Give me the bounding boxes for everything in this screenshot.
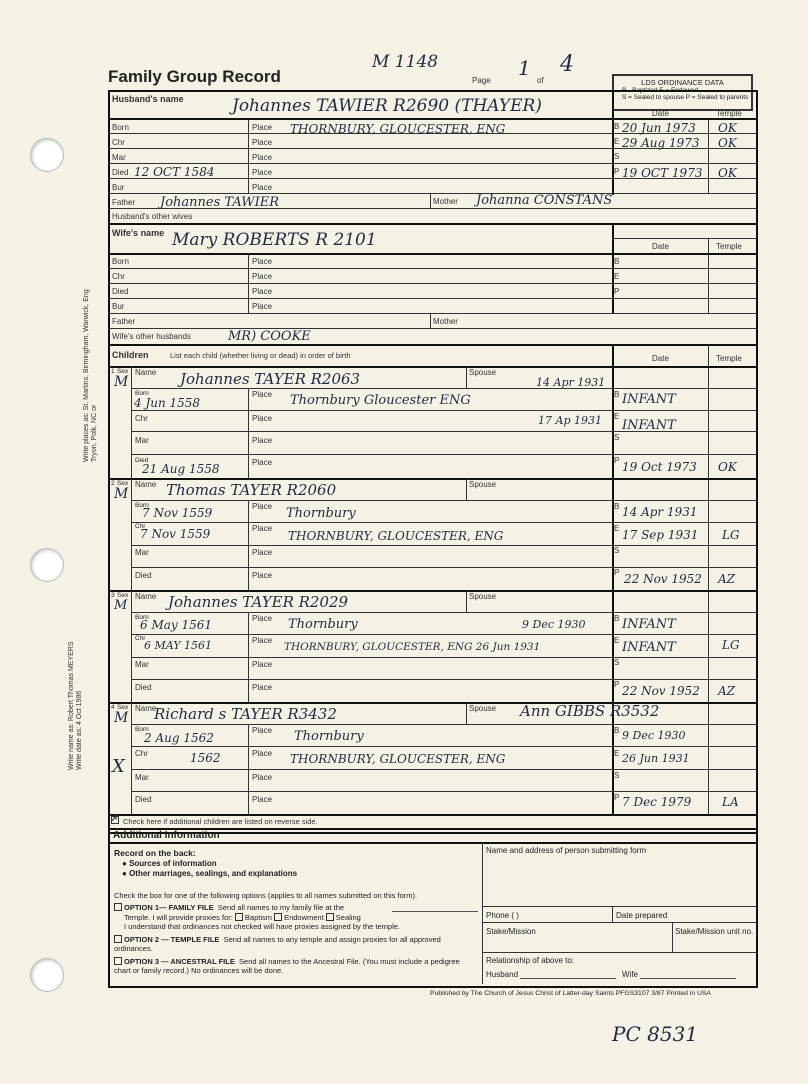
child4-died-place-label: Place: [252, 795, 273, 804]
child2-e[interactable]: 17 Sep 1931: [622, 528, 699, 542]
endowment-checkbox[interactable]: [274, 913, 282, 921]
option2[interactable]: [114, 935, 474, 953]
child2-born-place-label: Place: [252, 502, 273, 511]
submitter-label: Name and address of person submitting form: [486, 846, 647, 855]
option1-proxies: [124, 913, 361, 922]
child2-mar-label: Mar: [135, 548, 149, 557]
form-title: Family Group Record: [108, 67, 281, 86]
lds-legend-2: S = Sealed to spouse P = Sealed to parents: [622, 94, 749, 101]
option1-text: Send all names to my family file at the: [217, 903, 345, 912]
child1-e-label: E: [614, 412, 620, 421]
husband-born-place-label: Place: [252, 123, 273, 132]
wife-name[interactable]: Mary ROBERTS R 2101: [172, 230, 377, 250]
date-prepared-label: Date prepared: [616, 911, 668, 920]
husband-name[interactable]: Johannes TAWIER R2690 (THAYER): [232, 96, 542, 116]
child2-spouse-label: Spouse: [469, 480, 497, 489]
footer-publisher: Published by The Church of Jesus Christ of Latter-day Saints PFGS3107 3/87 Printed in USA: [430, 990, 711, 997]
child1-died-place-label: Place: [252, 458, 273, 467]
option2-text: Send all names to any temple and assign proxies for all approved ordinances.: [114, 935, 441, 953]
child4-died-label: Died: [135, 795, 152, 804]
wife-born-place-label: Place: [252, 257, 273, 266]
child1-p-label: P: [614, 456, 620, 465]
child4-mar-mark[interactable]: X: [112, 756, 125, 777]
wife-chr-place-label: Place: [252, 272, 273, 281]
child1-p[interactable]: 19 Oct 1973: [622, 460, 697, 474]
child1-mar-place-label: Place: [252, 436, 273, 445]
husband-b-temple[interactable]: OK: [718, 121, 737, 135]
child3-spouse-date[interactable]: 9 Dec 1930: [522, 618, 586, 631]
ref-number: M 1148: [372, 52, 439, 72]
child2-chr-place[interactable]: THORNBURY, GLOUCESTER, ENG: [288, 529, 504, 543]
relationship-label: Relationship of above to:: [486, 956, 575, 965]
husband-chr-place-label: Place: [252, 138, 273, 147]
child4-chr-place-label: Place: [252, 749, 273, 758]
child4-name-label: Name: [135, 704, 157, 713]
child4-chr-place[interactable]: THORNBURY, GLOUCESTER, ENG: [290, 752, 506, 766]
page-label: Page: [472, 76, 491, 85]
husband-bur-place-label: Place: [252, 183, 273, 192]
child3-num: 3: [111, 592, 115, 599]
husband-mar-label: Mar: [112, 153, 126, 162]
side-name-note: Write name as: Robert Thomas MEYERS: [68, 641, 75, 770]
child1-spouse-date[interactable]: 14 Apr 1931: [536, 376, 606, 389]
child4-mar-place-label: Place: [252, 773, 273, 782]
child4-p[interactable]: 7 Dec 1979: [622, 795, 692, 809]
child3-died-place-label: Place: [252, 683, 273, 692]
child3-s-label: S: [614, 658, 620, 667]
wife-born-label: Born: [112, 257, 129, 266]
child3-born-place-label: Place: [252, 614, 273, 623]
child4-p-label: P: [614, 793, 620, 802]
child1-name[interactable]: Johannes TAYER R2063: [180, 370, 361, 388]
punch-hole: [30, 958, 64, 992]
child1-born-place-label: Place: [252, 390, 273, 399]
child2-sex-label: Sex: [117, 480, 129, 487]
wife-other-husbands-label: Wife's other husbands: [112, 332, 191, 341]
child3-b[interactable]: INFANT: [622, 617, 676, 632]
stake-mission-label: Stake/Mission: [486, 927, 536, 936]
option3-checkbox[interactable]: [114, 957, 122, 965]
child4-born-place[interactable]: Thornbury: [294, 729, 364, 744]
bullet1-text: Sources of information: [129, 859, 217, 868]
bullet2-text: Other marriages, sealings, and explanations: [129, 869, 298, 878]
child1-num: 1: [111, 368, 115, 375]
child3-chr[interactable]: 6 MAY 1561: [144, 639, 213, 652]
child3-died-label: Died: [135, 683, 152, 692]
child4-e[interactable]: 26 Jun 1931: [622, 752, 690, 765]
child2-chr-label: Chr: [135, 523, 146, 530]
husband-born-label: Born: [112, 123, 129, 132]
child3-born-label: Born: [135, 614, 149, 621]
husband-father[interactable]: Johannes TAWIER: [160, 195, 279, 210]
wife-father-label: Father: [112, 317, 136, 326]
side-places-note-1: Write places as: St. Martins, Birmingham, Warwick, Eng: [83, 289, 90, 462]
child2-chr[interactable]: 7 Nov 1559: [140, 527, 211, 541]
child2-died-label: Died: [135, 571, 152, 580]
child2-b[interactable]: 14 Apr 1931: [622, 505, 698, 519]
option2-title: OPTION 2 — TEMPLE FILE: [124, 935, 220, 944]
husband-father-label: Father: [112, 198, 136, 207]
relationship-wife-label: Wife: [622, 970, 638, 979]
child1-chr-place[interactable]: 17 Ap 1931: [538, 414, 602, 427]
child2-p-temple[interactable]: AZ: [718, 572, 736, 586]
husband-bur-label: Bur: [112, 183, 125, 192]
child3-b-label: B: [614, 614, 620, 623]
child2-e-temple[interactable]: LG: [722, 528, 740, 542]
child1-died[interactable]: 21 Aug 1558: [142, 462, 220, 476]
child4-born-label: Born: [135, 726, 149, 733]
child1-b-label: B: [614, 390, 620, 399]
child1-born-place[interactable]: Thornbury Gloucester ENG: [290, 393, 471, 408]
child2-died-place-label: Place: [252, 571, 273, 580]
sealing-checkbox[interactable]: [326, 913, 334, 921]
child1-sex[interactable]: M: [114, 374, 129, 390]
child3-e-temple[interactable]: LG: [722, 638, 740, 652]
child4-chr[interactable]: 1562: [190, 751, 221, 765]
husband-e-temple[interactable]: OK: [718, 136, 737, 150]
child3-chr-label: Chr: [135, 635, 146, 642]
child3-p-label: P: [614, 680, 620, 689]
husband-s-label: S: [614, 152, 620, 161]
of-label: of: [537, 76, 544, 85]
husband-mar-place-label: Place: [252, 153, 273, 162]
child3-spouse-label: Spouse: [469, 592, 497, 601]
child4-born[interactable]: 2 Aug 1562: [144, 731, 214, 745]
stake-unit-label: Stake/Mission unit no.: [675, 927, 754, 936]
husband-name-label: Husband's name: [112, 94, 184, 104]
child2-p-label: P: [614, 568, 620, 577]
side-places-note-2: Tryon, Polk, NC or: [91, 404, 98, 462]
child4-chr-label: Chr: [135, 749, 148, 758]
child2-born[interactable]: 7 Nov 1559: [142, 506, 213, 520]
child3-born[interactable]: 6 May 1561: [140, 618, 213, 632]
wife-other-husbands[interactable]: MR) COOKE: [228, 329, 311, 344]
child4-b-label: B: [614, 726, 620, 735]
lds-title: LDS ORDINANCE DATA: [641, 78, 724, 87]
additional-title: Additional Information: [113, 830, 220, 841]
child2-chr-place-label: Place: [252, 524, 273, 533]
children-temple-header: Temple: [716, 354, 742, 363]
child4-p-temple[interactable]: LA: [722, 795, 739, 809]
child4-num: 4: [111, 704, 115, 711]
husband-died-date[interactable]: 12 OCT 1584: [134, 165, 215, 179]
child4-b[interactable]: 9 Dec 1930: [622, 729, 686, 742]
child4-sex-label: Sex: [117, 704, 129, 711]
child3-mar-place-label: Place: [252, 660, 273, 669]
child3-chr-place-label: Place: [252, 636, 273, 645]
child1-p-temple[interactable]: OK: [718, 460, 737, 474]
page-number: 1: [518, 56, 531, 80]
wife-chr-label: Chr: [112, 272, 125, 281]
wife-died-label: Died: [112, 287, 129, 296]
child4-name[interactable]: Richard s TAYER R3432: [154, 705, 337, 723]
child4-born-place-label: Place: [252, 726, 273, 735]
child3-sex-label: Sex: [117, 592, 129, 599]
lds-date-header: Date: [652, 109, 669, 118]
child3-p[interactable]: 22 Nov 1952: [622, 684, 700, 698]
husband-mother-label: Mother: [433, 197, 458, 206]
child1-s-label: S: [614, 433, 620, 442]
child1-mar-label: Mar: [135, 436, 149, 445]
record-back-bullet2: ● Other marriages, sealings, and explanations: [122, 869, 298, 878]
child2-s-label: S: [614, 546, 620, 555]
child3-born-place[interactable]: Thornbury: [288, 617, 358, 632]
option1[interactable]: [114, 903, 344, 912]
phone-label: Phone ( ): [486, 911, 519, 920]
baptism-checkbox[interactable]: [235, 913, 243, 921]
wife-b-label: B: [614, 257, 620, 266]
husband-b-date[interactable]: 20 Jun 1973: [622, 121, 696, 135]
child1-died-label: Died: [135, 457, 149, 464]
punch-hole: [30, 138, 64, 172]
option3-title: OPTION 3 — ANCESTRAL FILE: [124, 957, 235, 966]
child2-e-label: E: [614, 524, 620, 533]
husband-p-label: P: [614, 167, 620, 176]
husband-born-place[interactable]: THORNBURY, GLOUCESTER, ENG: [290, 122, 506, 136]
wife-temple-header: Temple: [716, 242, 742, 251]
option1-text2: Temple. I will provide proxies for:: [124, 913, 233, 922]
option2-checkbox[interactable]: [114, 935, 122, 943]
child3-sex[interactable]: M: [114, 598, 128, 613]
husband-p-date[interactable]: 19 OCT 1973: [622, 166, 703, 180]
child4-spouse[interactable]: Ann GIBBS R3532: [520, 702, 660, 720]
option3[interactable]: [114, 957, 478, 975]
child4-sex[interactable]: M: [114, 710, 129, 726]
child1-spouse-label: Spouse: [469, 368, 497, 377]
child2-born-place[interactable]: Thornbury: [286, 506, 356, 521]
child2-p[interactable]: 22 Nov 1952: [624, 572, 702, 586]
wife-mother-label: Mother: [433, 317, 458, 326]
child3-e[interactable]: INFANT: [622, 640, 676, 655]
more-children-checkbox[interactable]: ✗: [111, 813, 120, 824]
child3-p-temple[interactable]: AZ: [718, 684, 736, 698]
endowment-label: Endowment: [284, 913, 324, 922]
punch-hole: [30, 548, 64, 582]
wife-name-label: Wife's name: [112, 228, 165, 238]
child1-name-label: Name: [135, 368, 157, 377]
record-back-bullet1: ● Sources of information: [122, 859, 217, 868]
wife-bur-place-label: Place: [252, 302, 273, 311]
children-date-header: Date: [652, 354, 669, 363]
wife-died-place-label: Place: [252, 287, 273, 296]
child1-s[interactable]: INFANT: [622, 418, 676, 433]
child2-b-label: B: [614, 502, 620, 511]
side-date-note: Write date as: 4 Oct 1986: [76, 690, 83, 770]
children-label: Children: [112, 350, 149, 360]
child1-born[interactable]: 4 Jun 1558: [134, 396, 201, 410]
option1-title: OPTION 1— FAMILY FILE: [124, 903, 214, 912]
child4-s-label: S: [614, 771, 620, 780]
husband-p-temple[interactable]: OK: [718, 166, 737, 180]
child1-chr-place-label: Place: [252, 414, 273, 423]
record-back-label: Record on the back:: [114, 848, 196, 858]
child4-mar-label: Mar: [135, 773, 149, 782]
child1-b[interactable]: INFANT: [622, 392, 676, 407]
lds-temple-header: Temple: [716, 109, 742, 118]
husband-b-label: B: [614, 122, 620, 131]
wife-p-label: P: [614, 287, 620, 296]
child3-chr-place[interactable]: THORNBURY, GLOUCESTER, ENG 26 Jun 1931: [284, 641, 541, 653]
page-total: 4: [560, 52, 574, 77]
option1-checkbox[interactable]: [114, 903, 122, 911]
option3-text: Send all names to the Ancestral File. (You must include a pedigree chart or family record.) No ordinances will be done.: [114, 957, 460, 975]
wife-bur-label: Bur: [112, 302, 125, 311]
children-note: List each child (whether living or dead) in order of birth: [170, 351, 351, 360]
child3-mar-label: Mar: [135, 660, 149, 669]
wife-e-label: E: [614, 272, 620, 281]
child3-e-label: E: [614, 636, 620, 645]
relationship-husband-label: Husband: [486, 970, 519, 979]
sealing-label: Sealing: [335, 913, 361, 922]
child2-num: 2: [111, 480, 115, 487]
child4-spouse-label: Spouse: [469, 704, 497, 713]
husband-died-label: Died: [112, 168, 129, 177]
child1-chr-label: Chr: [135, 414, 148, 423]
wife-date-header: Date: [652, 242, 669, 251]
lds-legend-1: B - Baptized E = Endowed: [622, 87, 699, 94]
husband-other-wives-label: Husband's other wives: [112, 212, 193, 221]
bottom-note: PC 8531: [612, 1022, 699, 1046]
husband-died-place-label: Place: [252, 168, 273, 177]
option1-text3: I understand that ordinances not checked will have proxies assigned by the temple.: [124, 922, 400, 931]
child2-sex[interactable]: M: [114, 486, 129, 502]
child2-name-label: Name: [135, 480, 157, 489]
child2-name[interactable]: Thomas TAYER R2060: [166, 481, 337, 499]
check-intro: Check the box for one of the following options (applies to all names submitted on this form).: [114, 891, 418, 900]
child4-e-label: E: [614, 749, 620, 758]
husband-mother[interactable]: Johanna CONSTANS: [476, 193, 613, 208]
more-children-label: Check here if additional children are listed on reverse side.: [123, 817, 318, 826]
husband-chr-label: Chr: [112, 138, 125, 147]
child2-born-label: Born: [135, 502, 149, 509]
husband-e-label: E: [614, 137, 620, 146]
child3-name-label: Name: [135, 592, 157, 601]
husband-e-date[interactable]: 29 Aug 1973: [622, 136, 700, 150]
child3-name[interactable]: Johannes TAYER R2029: [168, 593, 349, 611]
child1-born-label: Born: [135, 390, 149, 397]
child1-sex-label: Sex: [117, 368, 129, 375]
baptism-label: Baptism: [244, 913, 272, 922]
child2-mar-place-label: Place: [252, 548, 273, 557]
